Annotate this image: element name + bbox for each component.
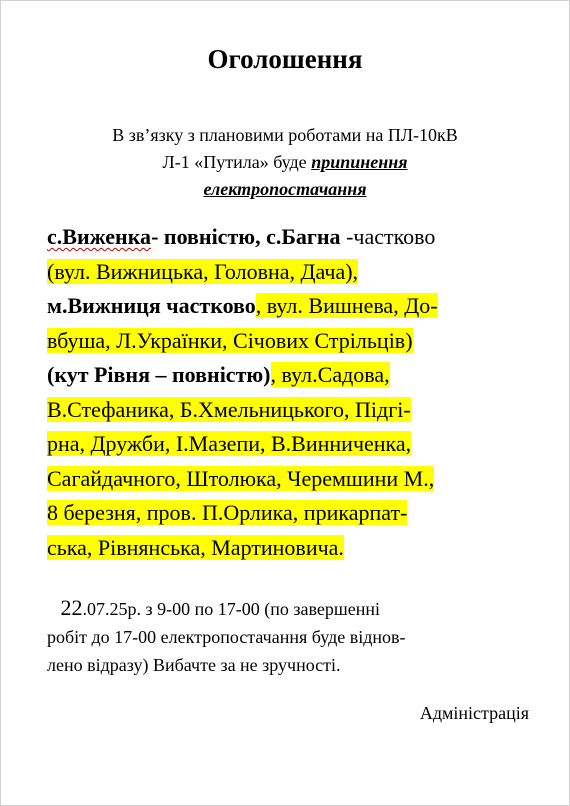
schedule-line-2: робіт до 17-00 електропостачання буде віднов- [47, 627, 406, 647]
streets-line-8: Сагайдачного, Штолюка, Черемшини М., [47, 465, 435, 491]
body-line-5 [47, 358, 537, 393]
intro-line-2-text: Л-1 «Путила» буде [162, 152, 312, 172]
intro-emphasis-1: припинення [311, 152, 408, 172]
schedule-paragraph [47, 594, 537, 679]
vyzhnytsia-streets-start: , вул. Вишнева, До- [255, 293, 438, 318]
vyzhnytsia-streets-cont: вбуша, Л.Українки, Січових Стрільців) [47, 327, 413, 353]
bahna-status: -частково [340, 224, 436, 249]
intro-line-3 [0, 176, 570, 203]
intro-line-2 [0, 149, 570, 176]
schedule-line-3: лено відразу) Вибачте за не зручності. [47, 655, 341, 675]
intro-line-1: В зв’язку з плановими роботами на ПЛ-10кВ [112, 125, 458, 145]
body-line-9 [47, 496, 537, 531]
body-line-6 [47, 393, 537, 428]
schedule-time: .07.25р. з 9-00 по 17-00 (по завершенні [82, 599, 380, 619]
streets-line-9: 8 березня, пров. П.Орлика, прикарпат- [47, 500, 408, 525]
affected-areas-paragraph [47, 220, 537, 565]
village-vyzhenka: с.Виженка [47, 224, 152, 249]
signature: Адміністрація [419, 703, 529, 723]
body-line-7 [47, 427, 537, 462]
kut-rivnia: (кут Рівня – повністю) [47, 362, 271, 387]
body-line-2 [47, 255, 537, 290]
body-line-10 [47, 531, 537, 566]
village-bahna: с.Багна [266, 224, 341, 249]
streets-line-6: В.Стефаника, Б.Хмельницького, Підгі- [47, 396, 411, 422]
town-vyzhnytsia: м.Вижниця частково [47, 293, 256, 318]
body-line-8 [47, 462, 537, 497]
body-line-3 [47, 289, 537, 324]
body-line-4 [47, 324, 537, 359]
body-line-1 [47, 220, 537, 255]
streets-line-10: ська, Рівнянська, Мартиновича. [47, 534, 344, 560]
document-title: Оголошення [207, 44, 363, 74]
intro-paragraph [0, 122, 570, 203]
schedule-day: 22 [60, 595, 83, 620]
streets-line-7: рна, Дружби, І.Мазепи, В.Винниченка, [47, 431, 412, 456]
vyzhenka-streets: (вул. Вижницька, Головна, Дача), [47, 258, 359, 284]
schedule-line-1 [47, 594, 537, 623]
vyzhenka-status: - повністю, [151, 224, 267, 249]
streets-sadova: , вул.Садова, [270, 362, 390, 387]
intro-emphasis-2: електропостачання [203, 179, 367, 199]
